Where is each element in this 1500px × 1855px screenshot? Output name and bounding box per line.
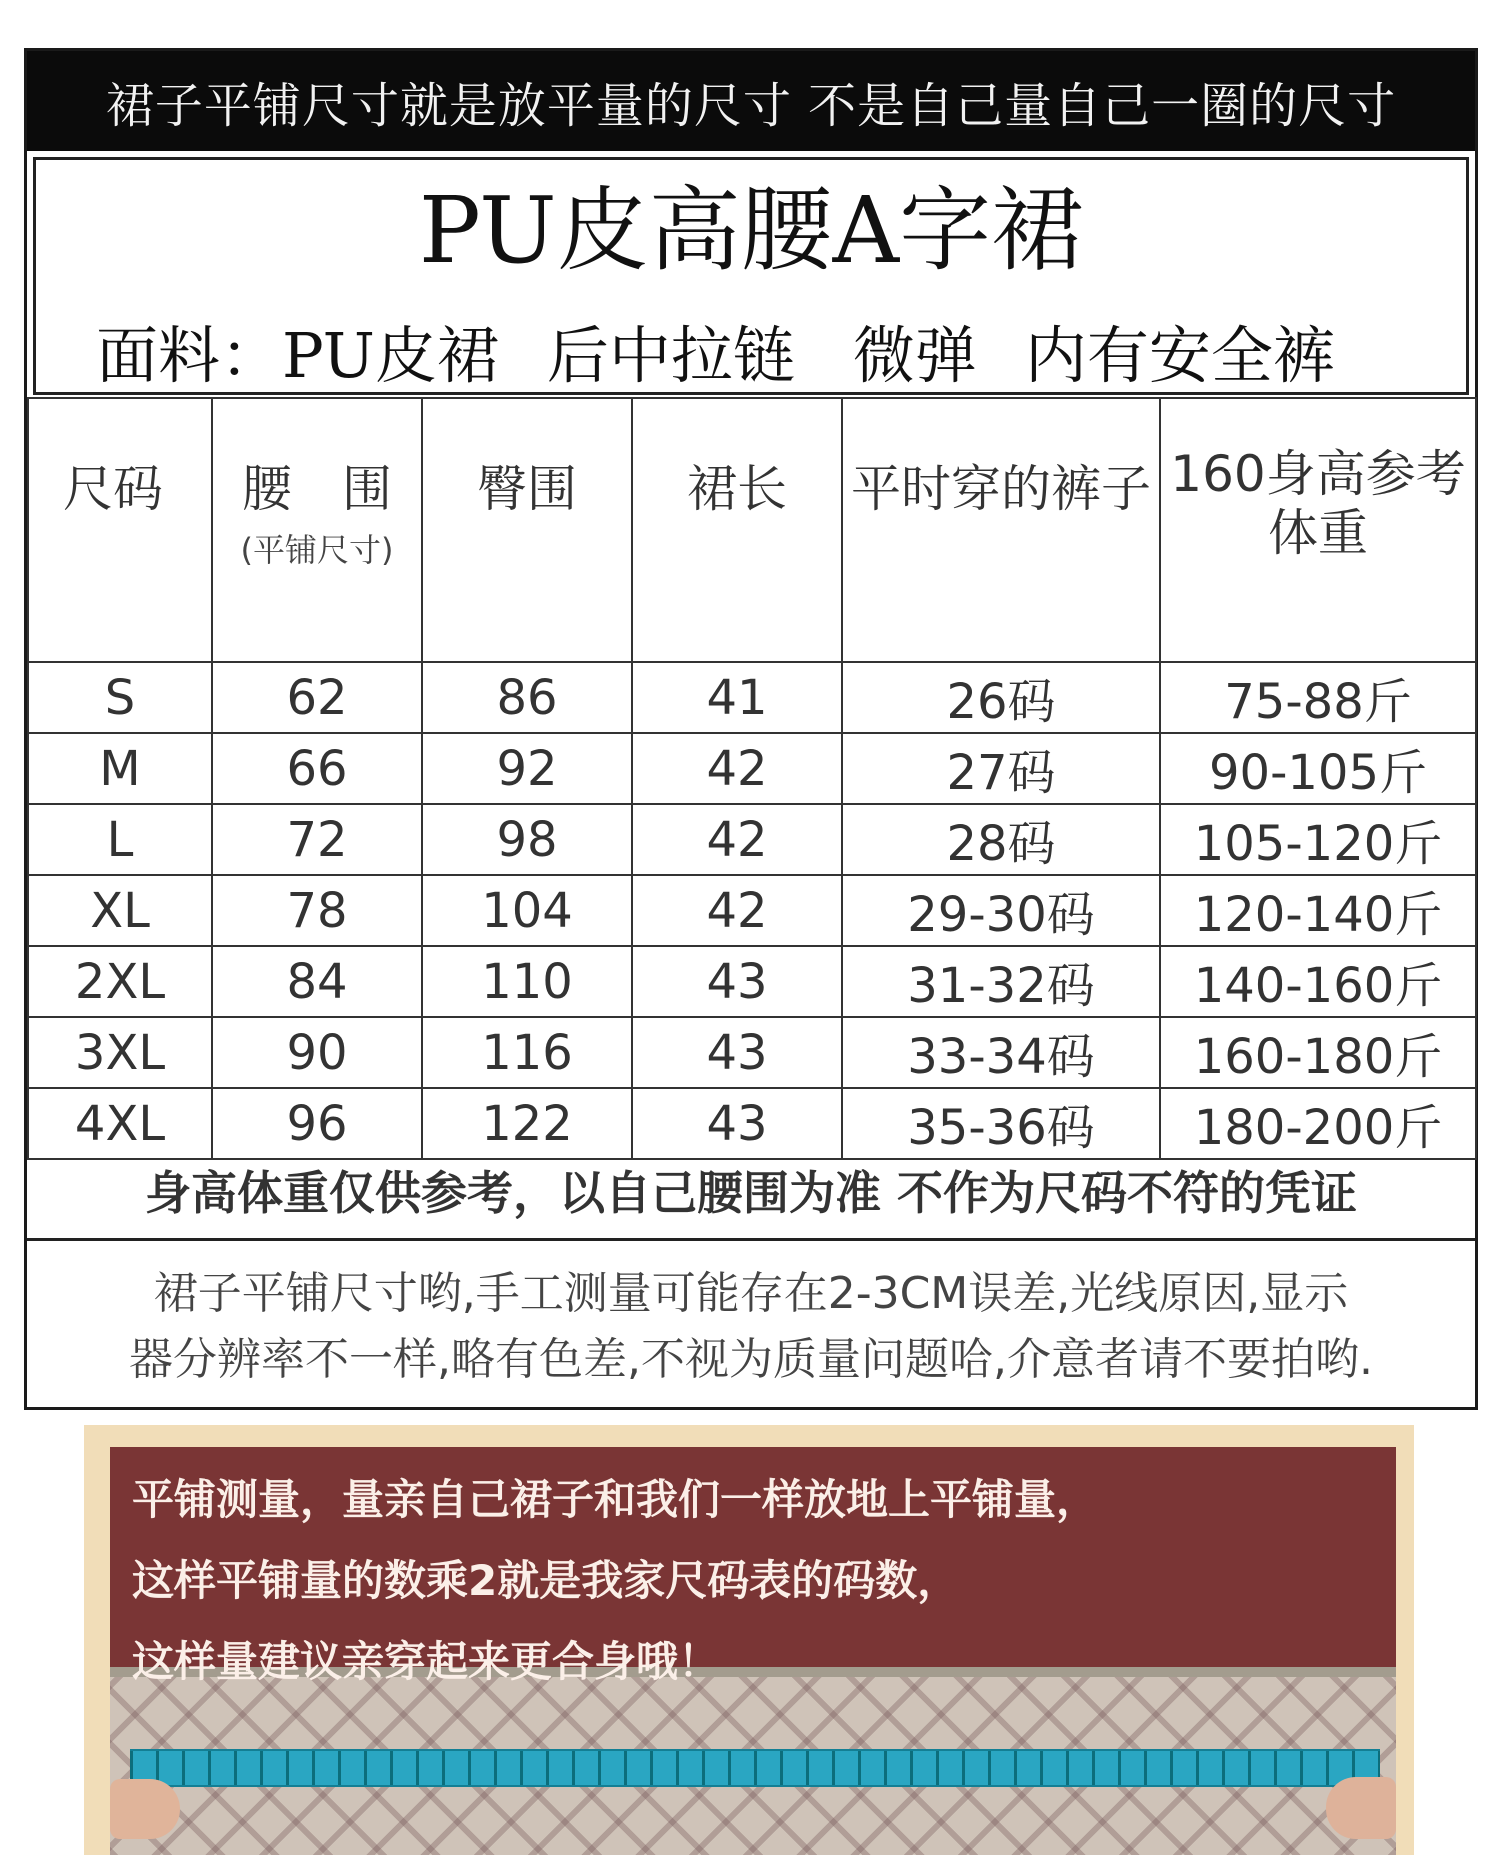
reference-note: 身高体重仅供参考，以自己腰围为准 不作为尺码不符的凭证 <box>27 1142 1475 1241</box>
cell-hip: 116 <box>422 1017 632 1088</box>
header-weight: 160身高参考体重 <box>1160 398 1476 662</box>
feature-zipper: 后中拉链 <box>546 319 795 392</box>
fabric-label: 面料：PU皮裙 <box>96 319 499 392</box>
cell-hip: 92 <box>422 733 632 804</box>
cell-size: 3XL <box>28 1017 212 1088</box>
cell-length: 43 <box>632 1017 842 1088</box>
cell-waist: 62 <box>212 662 422 733</box>
cell-size: 4XL <box>28 1088 212 1159</box>
cell-pants: 29-30码 <box>842 875 1160 946</box>
cell-waist: 72 <box>212 804 422 875</box>
feature-safety-shorts: 内有安全裤 <box>1024 319 1335 392</box>
disclaimer-line-1: 裙子平铺尺寸哟,手工测量可能存在2-3CM误差,光线原因,显示 <box>153 1268 1349 1319</box>
cell-weight: 180-200斤 <box>1160 1088 1476 1159</box>
feature-stretch: 微弹 <box>852 319 977 392</box>
table-header-row <box>28 398 1476 662</box>
measurement-disclaimer <box>67 1261 1435 1393</box>
cell-weight: 90-105斤 <box>1160 733 1476 804</box>
cell-pants: 27码 <box>842 733 1160 804</box>
cell-hip: 86 <box>422 662 632 733</box>
header-pants: 平时穿的裤子 <box>842 398 1160 662</box>
cell-size: M <box>28 733 212 804</box>
table-row <box>28 946 1476 1017</box>
size-chart-sheet <box>24 48 1478 1410</box>
cell-pants: 28码 <box>842 804 1160 875</box>
table-row <box>28 804 1476 875</box>
header-waist-label: 腰 围 <box>242 460 392 518</box>
cell-weight: 140-160斤 <box>1160 946 1476 1017</box>
caption-line-2: 这样平铺量的数乘2就是我家尺码表的码数， <box>132 1556 960 1605</box>
header-size: 尺码 <box>28 398 212 662</box>
size-table-body <box>28 662 1476 1159</box>
right-hand-icon <box>1326 1777 1396 1839</box>
cell-weight: 105-120斤 <box>1160 804 1476 875</box>
cell-waist: 78 <box>212 875 422 946</box>
cell-waist: 96 <box>212 1088 422 1159</box>
cell-waist: 66 <box>212 733 422 804</box>
measuring-photo <box>110 1447 1396 1855</box>
size-table <box>27 397 1477 1160</box>
cell-length: 42 <box>632 875 842 946</box>
cell-hip: 98 <box>422 804 632 875</box>
header-waist <box>212 398 422 662</box>
table-row <box>28 875 1476 946</box>
cell-weight: 75-88斤 <box>1160 662 1476 733</box>
cell-hip: 104 <box>422 875 632 946</box>
fabric-line <box>96 306 1426 395</box>
cell-size: 2XL <box>28 946 212 1017</box>
cell-size: L <box>28 804 212 875</box>
cell-waist: 84 <box>212 946 422 1017</box>
header-waist-note: (平铺尺寸) <box>240 531 394 569</box>
measurement-banner: 裙子平铺尺寸就是放平量的尺寸 不是自己量自己一圈的尺寸 <box>27 51 1475 151</box>
table-row <box>28 1017 1476 1088</box>
cell-waist: 90 <box>212 1017 422 1088</box>
cell-length: 42 <box>632 804 842 875</box>
cell-pants: 33-34码 <box>842 1017 1160 1088</box>
disclaimer-line-2: 器分辨率不一样,略有色差,不视为质量问题哈,介意者请不要拍哟. <box>129 1334 1373 1385</box>
table-row <box>28 662 1476 733</box>
cell-length: 42 <box>632 733 842 804</box>
cell-length: 43 <box>632 946 842 1017</box>
cell-pants: 35-36码 <box>842 1088 1160 1159</box>
cell-length: 41 <box>632 662 842 733</box>
cell-weight: 120-140斤 <box>1160 875 1476 946</box>
header-length: 裙长 <box>632 398 842 662</box>
table-row <box>28 733 1476 804</box>
left-hand-icon <box>110 1779 180 1839</box>
cell-weight: 160-180斤 <box>1160 1017 1476 1088</box>
product-info-box <box>33 157 1469 395</box>
cell-pants: 31-32码 <box>842 946 1160 1017</box>
header-hip: 臀围 <box>422 398 632 662</box>
cell-size: S <box>28 662 212 733</box>
cell-hip: 110 <box>422 946 632 1017</box>
caption-line-1: 平铺测量，量亲自己裙子和我们一样放地上平铺量， <box>132 1475 1099 1524</box>
photo-caption <box>132 1459 1098 1702</box>
cell-size: XL <box>28 875 212 946</box>
cell-pants: 26码 <box>842 662 1160 733</box>
product-title: PU皮高腰A字裙 <box>418 177 1084 284</box>
caption-line-3: 这样量建议亲穿起来更合身哦！ <box>132 1637 721 1686</box>
cell-hip: 122 <box>422 1088 632 1159</box>
measuring-tape-icon <box>130 1749 1380 1787</box>
cell-length: 43 <box>632 1088 842 1159</box>
